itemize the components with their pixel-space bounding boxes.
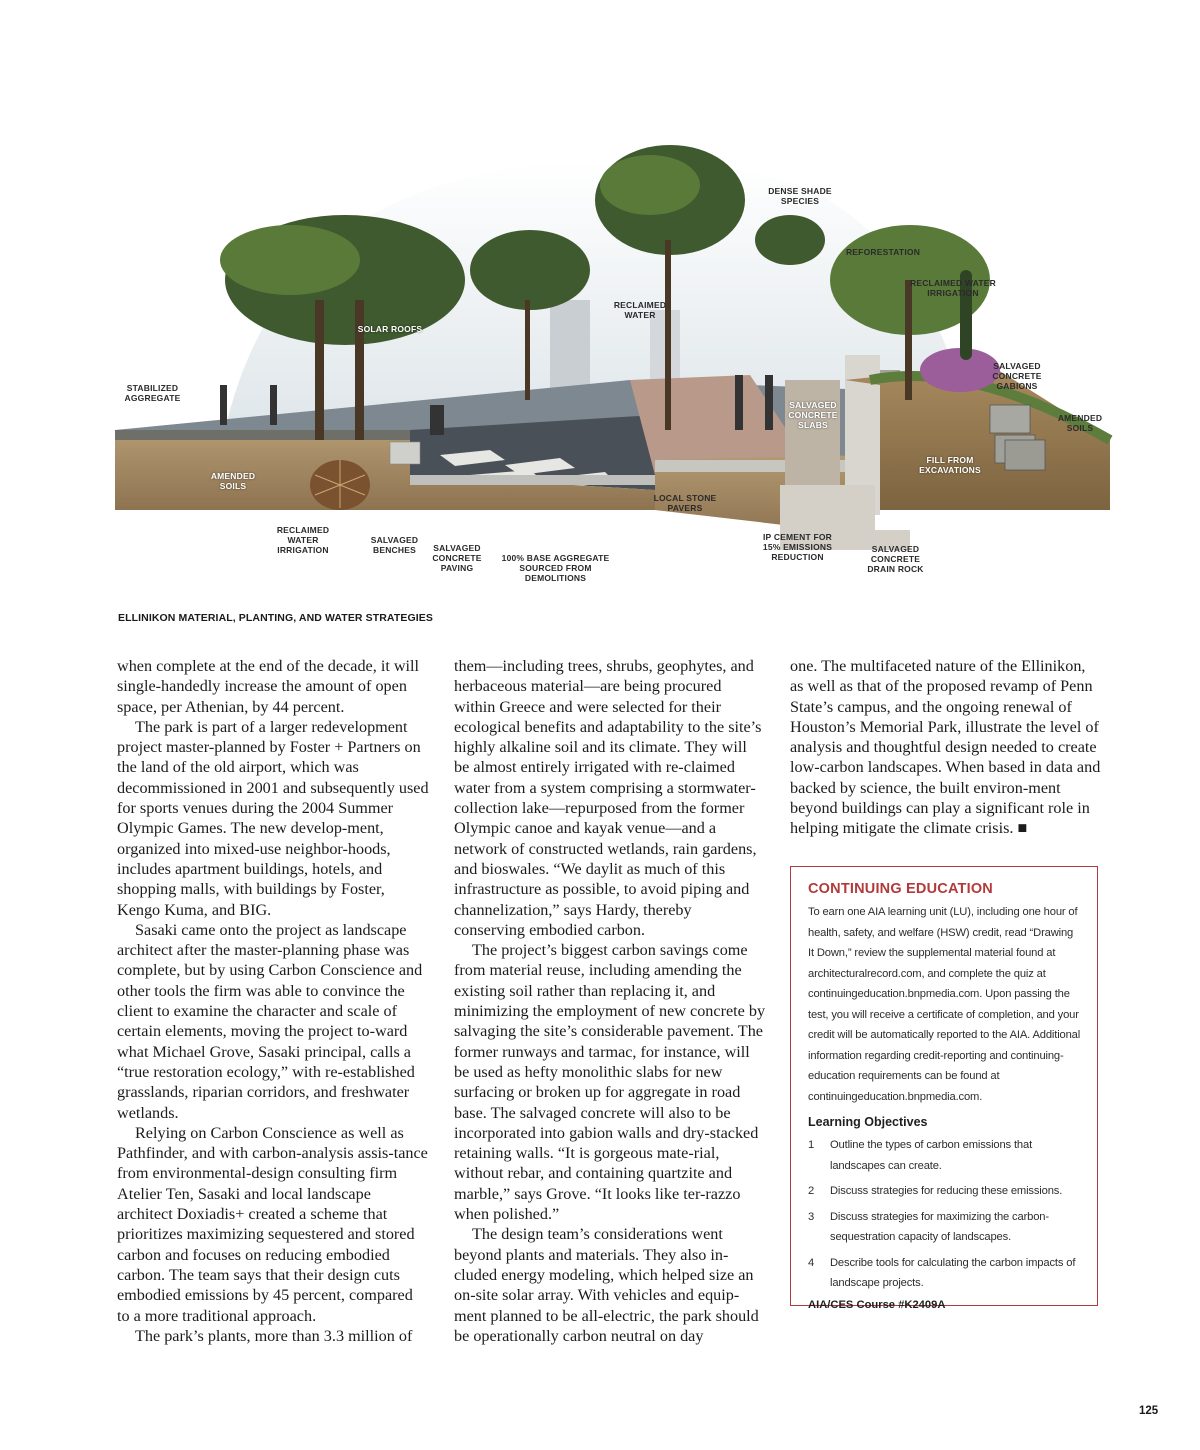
callout-reclaimed-water-irrigation-upper: RECLAIMED WATER IRRIGATION — [910, 278, 996, 298]
objective-number: 2 — [808, 1185, 815, 1197]
callout-dense-shade-species: DENSE SHADE SPECIES — [768, 186, 832, 206]
course-number: AIA/CES Course #K2409A — [808, 1298, 946, 1311]
paragraph: Sasaki came onto the project as landscape architect after the master-planning phase was complete, but by using Carbon Conscience and other tools the firm was able to convince the client to examine the character and scale of certain elements, moving the project to-ward what Michael Grove, Sasaki principal, calls a “true restoration ecology,” with re-established grasslands, riparian corridors, and freshwater wetlands. — [117, 920, 423, 1122]
paragraph: one. The multifaceted nature of the Ellinikon, as well as that of the proposed revamp of Penn State’s campus, and the ongoing renewal of Houston’s Memorial Park, illustrate the level of analysis and thoughtful design needed to create low-carbon landscapes. When based in data and backed by science, the built environ-ment beyond buildings can play a significant role in helping mitigate the climate crisis. ■ — [790, 657, 1101, 838]
page-number: 125 — [1139, 1405, 1159, 1417]
callout-amended-soils-right: AMENDED SOILS — [1057, 413, 1103, 433]
article-column-2 — [454, 656, 766, 1346]
article-column-3 — [790, 656, 1102, 839]
callout-salvaged-concrete-drain-rock: SALVAGED CONCRETE DRAIN ROCK — [867, 544, 924, 574]
continuing-education-box — [790, 866, 1098, 1311]
callout-salvaged-benches: SALVAGED BENCHES — [370, 535, 419, 555]
objective-number: 1 — [808, 1139, 815, 1151]
learning-objective — [808, 1181, 1081, 1202]
article-column-1 — [117, 656, 429, 1346]
objective-text: Discuss strategies for maximizing the carbon-sequestration capacity of landscapes. — [830, 1210, 1049, 1243]
paragraph: The design team’s considerations went beyond plants and materials. They also in-cluded energy modeling, which helped size an on-site solar array. With vehicles and equip-ment planned to be all-electric, the park should be operationally carbon neutral on day — [454, 1225, 759, 1345]
paragraph: The project’s biggest carbon savings come from material reuse, including amending the existing soil rather than replacing it, and minimizing the employment of new concrete by salvaging the site’s considerable pavement. The former runways and tarmac, for instance, will be used as hefty monolithic slabs for new surfacing or broken up for aggregate in road base. The salvaged concrete will also to be incorporated into gabion walls and dry-stacked retaining walls. “It is gorgeous mate-rial, without rebar, and containing quartzite and marble,” says Grove. “It looks like ter-razzo when polished.” — [454, 941, 766, 1224]
callout-local-stone-pavers: LOCAL STONE PAVERS — [653, 493, 717, 513]
callout-reclaimed-water: RECLAIMED WATER — [613, 300, 667, 320]
paragraph: when complete at the end of the decade, it will single-handedly increase the amount of open space, per Athenian, by 44 percent. — [117, 657, 420, 716]
callout-base-aggregate: 100% BASE AGGREGATE SOURCED FROM DEMOLITIONS — [501, 553, 610, 583]
callout-salvaged-concrete-gabions: SALVAGED CONCRETE GABIONS — [992, 361, 1042, 391]
callout-salvaged-concrete-slabs: SALVAGED CONCRETE SLABS — [788, 400, 838, 430]
callout-stabilized-aggregate: STABILIZED AGGREGATE — [124, 383, 181, 403]
learning-objective — [808, 1253, 1081, 1294]
landscape-section-illustration — [110, 130, 1120, 610]
continuing-education-body: To earn one AIA learning unit (LU), including one hour of health, safety, and welfare (HSW) credit, read “Drawing It Down,” review the supplemental material found at architecturalrecord.com, and complete the quiz at continuingeducation.bnpmedia.com. Upon passing the test, you will receive a certificate of completion, and your credit will be automatically reported to the AIA. Additional information regarding credit-reporting and continuing-education requirements can be found at continuingeducation.bnpmedia.com. — [808, 906, 1081, 1103]
callout-solar-roofs: SOLAR ROOFS — [357, 324, 423, 334]
continuing-education-title: CONTINUING EDUCATION — [808, 881, 993, 897]
objective-number: 4 — [808, 1256, 815, 1269]
section-drawing — [110, 130, 1120, 610]
callout-reforestation: REFORESTATION — [845, 247, 921, 257]
learning-objective — [808, 1207, 1081, 1248]
callout-ip-cement: IP CEMENT FOR 15% EMISSIONS REDUCTION — [762, 532, 833, 562]
paragraph: The park is part of a larger redevelopment project master-planned by Foster + Partners on the land of the old airport, which was decommissioned in 2001 and subsequently used for sports venues during the 2004 Summer Olympic Games. The new develop-ment, organized into mixed-use neighbor-hoods, includes apartment buildings, hotels, and shopping malls, with buildings by Foster, Kengo Kuma, and BIG. — [117, 717, 429, 919]
paragraph: them—including trees, shrubs, geophytes, and herbaceous material—are being procured within Greece and were selected for their ecological benefits and adaptability to the site’s highly alkaline soil and its climate. They will be almost entirely irrigated with re-claimed water from a system comprising a stormwater-collection lake—repurposed from the former Olympic canoe and kayak venue—and a network of constructed wetlands, rain gardens, and bioswales. “We daylit as much of this infrastructure as possible, to avoid piping and channelization,” says Hardy, thereby conserving embodied carbon. — [454, 657, 762, 939]
figure-caption: ELLINIKON MATERIAL, PLANTING, AND WATER STRATEGIES — [118, 612, 433, 624]
objective-text: Describe tools for calculating the carbon impacts of landscape projects. — [830, 1256, 1076, 1289]
callout-reclaimed-water-irrigation-lower: RECLAIMED WATER IRRIGATION — [276, 525, 330, 555]
objective-number: 3 — [808, 1210, 815, 1223]
paragraph: The park’s plants, more than 3.3 million of — [135, 1326, 413, 1345]
callout-salvaged-concrete-paving: SALVAGED CONCRETE PAVING — [432, 543, 482, 573]
learning-objectives-heading: Learning Objectives — [808, 1115, 928, 1129]
callout-amended-soils-left: AMENDED SOILS — [210, 471, 256, 491]
paragraph: Relying on Carbon Conscience as well as Pathfinder, and with carbon-analysis assis-tance from environmental-design consulting firm Atelier Ten, Sasaki and local landscape architect Doxiadis+ created a scheme that prioritizes maximizing sequestered and stored carbon and focuses on reducing embodied carbon. The team says that their design cuts embodied emissions by 45 percent, compared to a more traditional approach. — [117, 1123, 428, 1325]
callout-fill-from-excavations: FILL FROM EXCAVATIONS — [919, 455, 981, 475]
objective-text: Outline the types of carbon emissions that landscapes can create. — [830, 1139, 1033, 1172]
learning-objective — [808, 1135, 1081, 1176]
objective-text: Discuss strategies for reducing these emissions. — [830, 1185, 1063, 1197]
